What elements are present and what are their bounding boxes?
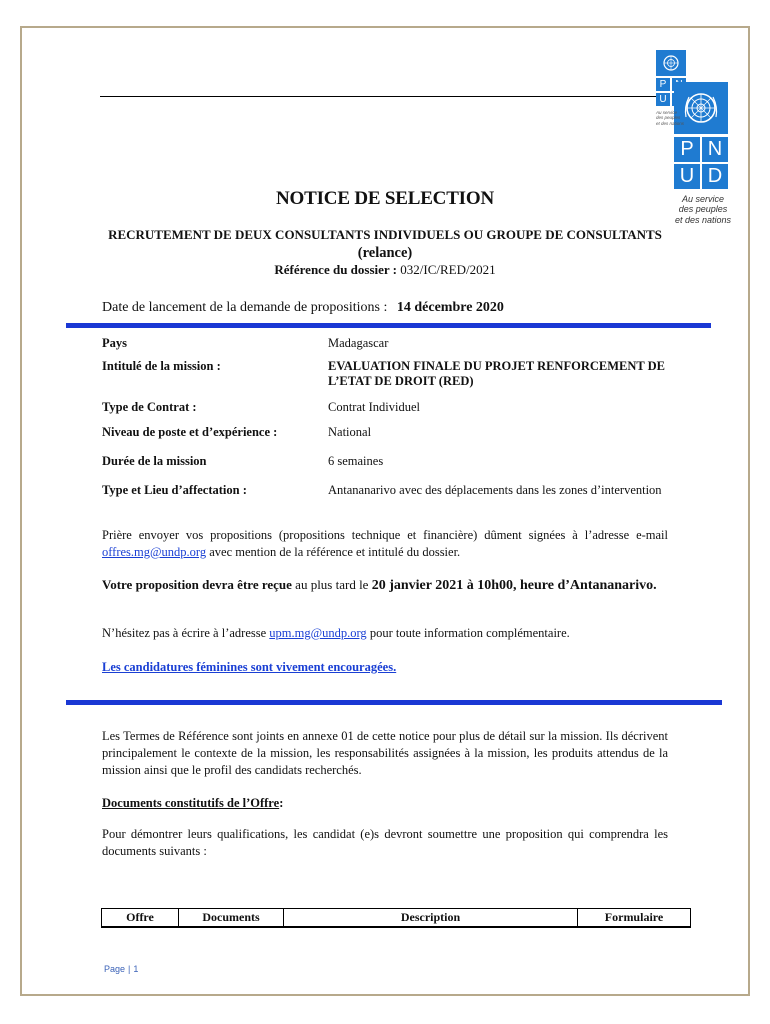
page-number: 1	[133, 964, 139, 974]
field-value: Contrat Individuel	[328, 400, 420, 414]
offer-documents-table	[101, 908, 691, 928]
launch-date-line	[102, 300, 504, 316]
contact-email-link[interactable]: upm.mg@undp.org	[269, 626, 367, 640]
logo-letter: U	[674, 164, 700, 189]
documents-heading	[102, 796, 283, 811]
reference-value: 032/IC/RED/2021	[400, 262, 496, 277]
subtitle-relance: (relance)	[357, 245, 413, 261]
field-value: Antananarivo avec des déplacements dans les zones d’intervention	[328, 483, 662, 497]
field-label: Pays	[102, 336, 127, 350]
column-header: Offre	[102, 909, 179, 928]
page-label: Page	[104, 964, 126, 974]
field-value: EVALUATION FINALE DU PROJET RENFORCEMENT DE L’ETAT DE DROIT (RED)	[328, 359, 665, 388]
column-header: Documents	[179, 909, 284, 928]
logo-letter: P	[674, 137, 700, 162]
field-value: National	[328, 425, 372, 439]
contact-text-end: pour toute information complémentaire.	[366, 626, 570, 640]
page-footer: Page | 1	[104, 964, 139, 974]
un-emblem-icon	[656, 50, 686, 76]
deadline-paragraph	[102, 576, 668, 594]
documents-heading-text: Documents constitutifs de l’Offre	[102, 796, 280, 810]
reference-label: Référence du dossier :	[274, 262, 398, 277]
send-text-end: avec mention de la référence et intitulé du dossier.	[206, 545, 461, 559]
launch-label: Date de lancement de la demande de propositions :	[102, 300, 388, 315]
header-rule	[100, 96, 658, 97]
tagline-line: Au service	[681, 194, 725, 204]
field-label: Durée de la mission	[102, 454, 207, 468]
document-subtitle	[100, 226, 670, 262]
documents-intro: Pour démontrer leurs qualifications, les candidat (e)s devront soumettre une proposition qui comprendra les documents suivants :	[102, 827, 668, 858]
send-text: Prière envoyer vos propositions (propositions technique et financière) dûment signées à l’adresse e-mail	[102, 528, 668, 542]
tagline-line: des peuples	[656, 115, 681, 121]
divider-bar	[66, 700, 722, 705]
deadline-mid: au plus tard le	[291, 577, 372, 592]
field-label: Intitulé de la mission :	[102, 359, 221, 373]
contact-text: N’hésitez pas à écrire à l’adresse	[102, 626, 270, 640]
contact-paragraph	[102, 625, 668, 642]
tagline-line: et des nations	[674, 214, 732, 225]
documents-heading-suffix: :	[279, 796, 284, 810]
column-header: Formulaire	[578, 909, 691, 928]
deadline-lead: Votre proposition devra être reçue	[102, 577, 292, 592]
document-title: NOTICE DE SELECTION	[276, 188, 494, 209]
un-emblem-icon	[674, 82, 728, 134]
tor-paragraph: Les Termes de Référence sont joints en annexe 01 de cette notice pour plus de détail sur la mission. Ils décrivent principalement le contexte de la mission, les responsabilités assignées à la mission, les produits attendus de la mission ainsi que le profil des candidats recherchés.	[102, 729, 668, 777]
column-header: Description	[284, 909, 578, 928]
tagline-line: Au service	[656, 110, 678, 115]
field-label: Niveau de poste et d’expérience :	[102, 425, 278, 439]
logo-small-tagline	[656, 110, 686, 126]
field-value: Madagascar	[328, 336, 389, 350]
field-label: Type et Lieu d’affectation :	[102, 483, 247, 497]
tagline-line: des peuples	[678, 204, 728, 215]
table-header-row	[102, 909, 691, 928]
field-value: 6 semaines	[328, 454, 384, 468]
logo-letter: D	[702, 164, 728, 189]
launch-date: 14 décembre 2020	[396, 300, 504, 315]
field-label: Type de Contrat :	[102, 400, 197, 414]
tagline-line: et des nations	[656, 120, 685, 126]
subtitle-text: RECRUTEMENT DE DEUX CONSULTANTS INDIVIDUELS OU GROUPE DE CONSULTANTS	[108, 227, 662, 242]
reference-line	[0, 262, 770, 278]
logo-letter: N	[702, 137, 728, 162]
women-encouraged-note: Les candidatures féminines sont vivement encouragées.	[102, 660, 397, 674]
deadline-date: 20 janvier 2021 à 10h00, heure d’Antananarivo.	[371, 578, 657, 593]
logo-letter: P	[656, 78, 670, 91]
logo-letter: U	[656, 93, 670, 106]
offers-email-link[interactable]: offres.mg@undp.org	[102, 545, 207, 559]
divider-bar	[66, 323, 711, 328]
submission-instructions	[102, 527, 668, 561]
